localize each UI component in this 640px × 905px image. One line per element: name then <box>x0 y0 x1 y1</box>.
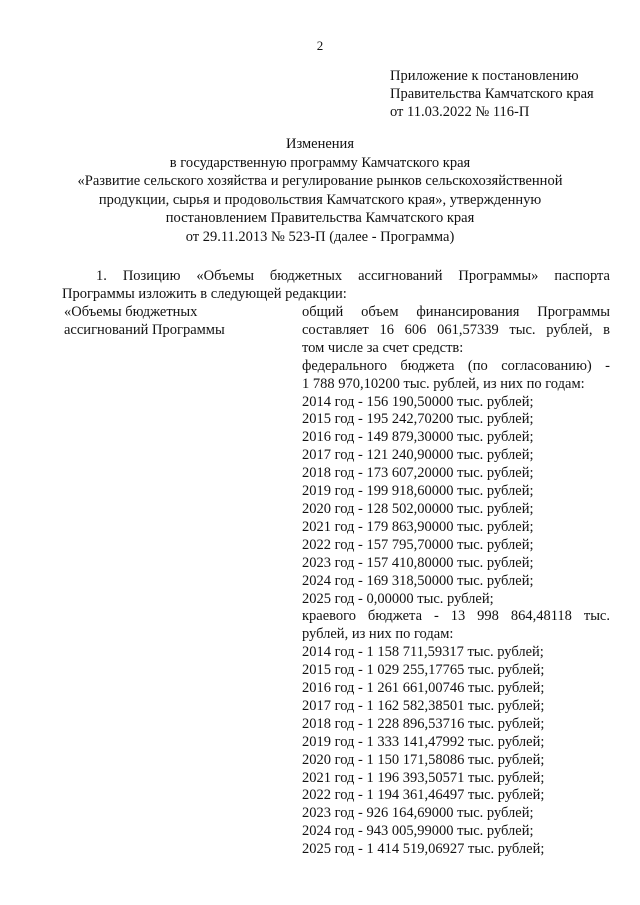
title-line: постановлением Правительства Камчатского края <box>165 210 475 226</box>
federal-year: 2024 год - 169 318,50000 тыс. рублей; <box>302 572 534 589</box>
appendix-header <box>390 67 594 121</box>
financing-cell <box>302 304 610 859</box>
title-line: Изменения <box>286 136 354 152</box>
federal-year: 2020 год - 128 502,00000 тыс. рублей; <box>302 500 534 517</box>
total-line: составляет 16 606 061,57339 тыс. рублей, в <box>302 321 610 338</box>
federal-year: 2021 год - 179 863,90000 тыс. рублей; <box>302 518 534 535</box>
regional-year: 2017 год - 1 162 582,38501 тыс. рублей; <box>302 697 545 714</box>
appendix-line: Приложение к постановлению <box>390 68 579 84</box>
title-line: в государственную программу Камчатского края <box>169 154 471 171</box>
regional-year: 2018 год - 1 228 896,53716 тыс. рублей; <box>302 715 545 732</box>
regional-year: 2016 год - 1 261 661,00746 тыс. рублей; <box>302 680 545 697</box>
appendix-line: Правительства Камчатского края <box>390 86 594 102</box>
regional-line: краевого бюджета - 13 998 864,48118 тыс. <box>302 608 610 625</box>
federal-year: 2025 год - 0,00000 тыс. рублей; <box>302 590 494 607</box>
federal-year: 2016 год - 149 879,30000 тыс. рублей; <box>302 429 534 446</box>
regional-year: 2014 год - 1 158 711,59317 тыс. рублей; <box>302 644 544 661</box>
title-line: продукции, сырья и продовольствия Камчатского края», утвержденную <box>98 191 542 208</box>
federal-year: 2017 год - 121 240,90000 тыс. рублей; <box>302 447 534 464</box>
regional-line: рублей, из них по годам: <box>302 626 454 643</box>
position-label-line: ассигнований Программы <box>64 321 225 338</box>
federal-year: 2019 год - 199 918,60000 тыс. рублей; <box>302 483 534 500</box>
paragraph-line: 1. Позицию «Объемы бюджетных ассигнований Программы» паспорта <box>96 268 610 284</box>
regional-year: 2025 год - 1 414 519,06927 тыс. рублей; <box>302 841 545 858</box>
title-line: «Развитие сельского хозяйства и регулирование рынков сельскохозяйственной <box>77 173 563 189</box>
paragraph-1 <box>62 268 610 303</box>
federal-year: 2023 год - 157 410,80000 тыс. рублей; <box>302 554 534 571</box>
federal-year: 2014 год - 156 190,50000 тыс. рублей; <box>302 393 534 410</box>
total-line: том числе за счет средств: <box>302 339 464 356</box>
page-number: 2 <box>316 38 324 53</box>
document-title <box>60 135 580 246</box>
federal-line: федерального бюджета (по согласованию) - <box>302 357 610 374</box>
regional-year: 2015 год - 1 029 255,17765 тыс. рублей; <box>302 662 545 679</box>
regional-year: 2021 год - 1 196 393,50571 тыс. рублей; <box>302 769 545 786</box>
federal-year: 2015 год - 195 242,70200 тыс. рублей; <box>302 411 534 428</box>
federal-line: 1 788 970,10200 тыс. рублей, из них по годам: <box>302 375 585 392</box>
appendix-line: от 11.03.2022 № 116-П <box>390 104 530 120</box>
total-line: общий объем финансирования Программы <box>302 304 610 320</box>
position-label-line: «Объемы бюджетных <box>64 304 198 320</box>
position-label-cell <box>64 304 264 339</box>
title-line: от 29.11.2013 № 523-П (далее - Программа) <box>185 228 455 245</box>
regional-year: 2019 год - 1 333 141,47992 тыс. рублей; <box>302 733 545 750</box>
federal-year: 2018 год - 173 607,20000 тыс. рублей; <box>302 465 534 482</box>
federal-year: 2022 год - 157 795,70000 тыс. рублей; <box>302 536 534 553</box>
regional-year: 2020 год - 1 150 171,58086 тыс. рублей; <box>302 751 545 768</box>
paragraph-line: Программы изложить в следующей редакции: <box>62 285 347 302</box>
regional-year: 2023 год - 926 164,69000 тыс. рублей; <box>302 805 534 822</box>
regional-year: 2022 год - 1 194 361,46497 тыс. рублей; <box>302 787 545 804</box>
regional-year: 2024 год - 943 005,99000 тыс. рублей; <box>302 823 534 840</box>
